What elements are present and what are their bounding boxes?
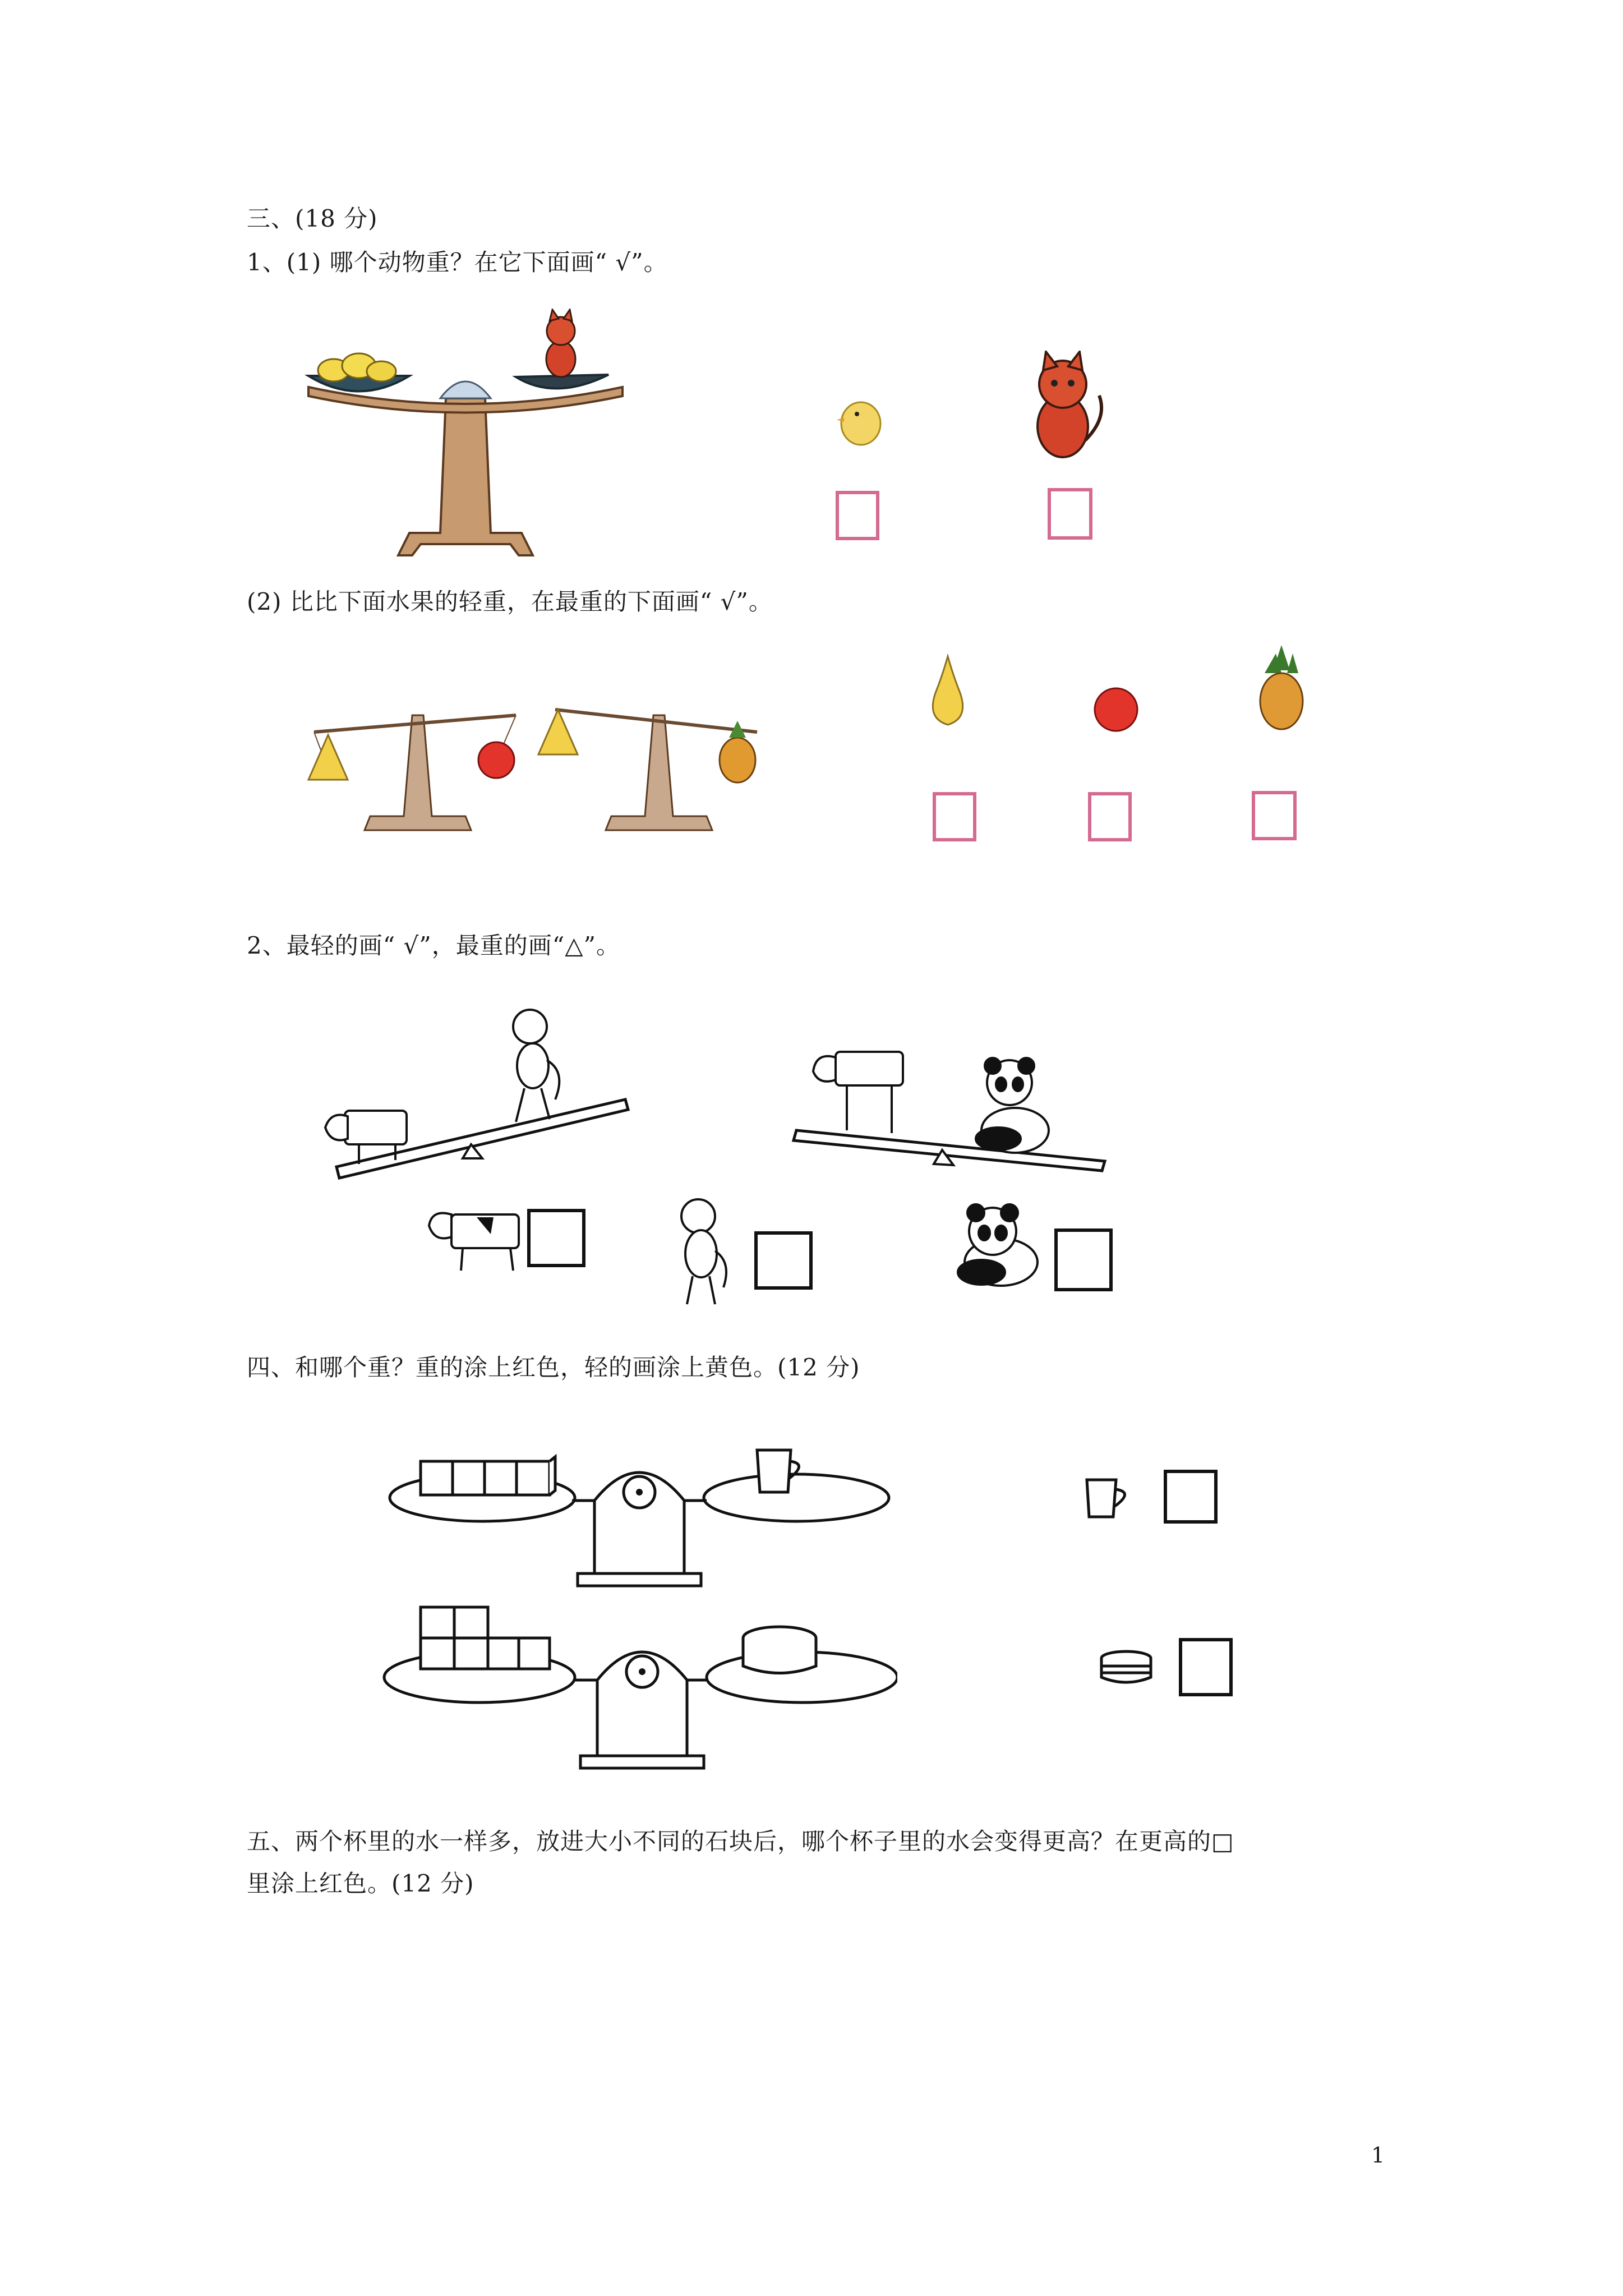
scale-blocks-cup-figure (387, 1428, 892, 1596)
answer-box-monkey[interactable] (754, 1231, 813, 1290)
cup-icon (1082, 1475, 1138, 1520)
monkey-icon (670, 1195, 735, 1307)
balance-pear-apple-figure (303, 676, 785, 844)
section-5-line-1: 五、两个杯里的水一样多，放进大小不同的石块后，哪个杯子里的水会变得更高？在更高的□ (247, 1828, 1234, 1855)
panda-icon (953, 1200, 1043, 1290)
answer-box-pear[interactable] (933, 792, 976, 841)
balance-bananas-cat-figure (297, 309, 634, 561)
question-2: 2、最轻的画“ √”，最重的画“△”。 (247, 932, 621, 959)
answer-box-cow[interactable] (527, 1209, 585, 1267)
coin-stack-icon (1098, 1649, 1157, 1688)
section-4-heading: 四、和哪个重？重的涂上红色，轻的画涂上黄色。(12 分) (247, 1354, 860, 1381)
chick-icon (836, 393, 886, 449)
question-1-2: (2) 比比下面水果的轻重，在最重的下面画“ √”。 (247, 588, 773, 615)
cat-icon (1023, 351, 1108, 463)
answer-box-cat[interactable] (1048, 488, 1092, 540)
section-5-line-2: 里涂上红色。(12 分) (247, 1870, 474, 1897)
page-number: 1 (1371, 2143, 1385, 2168)
cow-icon (426, 1200, 524, 1273)
question-1-1: 1、(1) 哪个动物重？在它下面画“ √”。 (247, 249, 668, 276)
seesaw-cow-monkey-figure (320, 1004, 634, 1184)
seesaw-cow-panda-figure (791, 1041, 1110, 1175)
answer-box-coins[interactable] (1179, 1638, 1233, 1696)
pineapple-icon (1253, 642, 1310, 732)
apple-icon (1091, 684, 1141, 735)
answer-box-apple[interactable] (1088, 792, 1132, 841)
answer-box-panda[interactable] (1054, 1228, 1113, 1291)
section-3-heading: 三、(18 分) (247, 205, 378, 232)
pear-icon (925, 651, 970, 729)
answer-box-cup[interactable] (1164, 1470, 1218, 1524)
answer-box-pineapple[interactable] (1252, 791, 1297, 840)
scale-blocks-coins-figure (381, 1602, 897, 1781)
answer-box-chick[interactable] (836, 491, 879, 540)
